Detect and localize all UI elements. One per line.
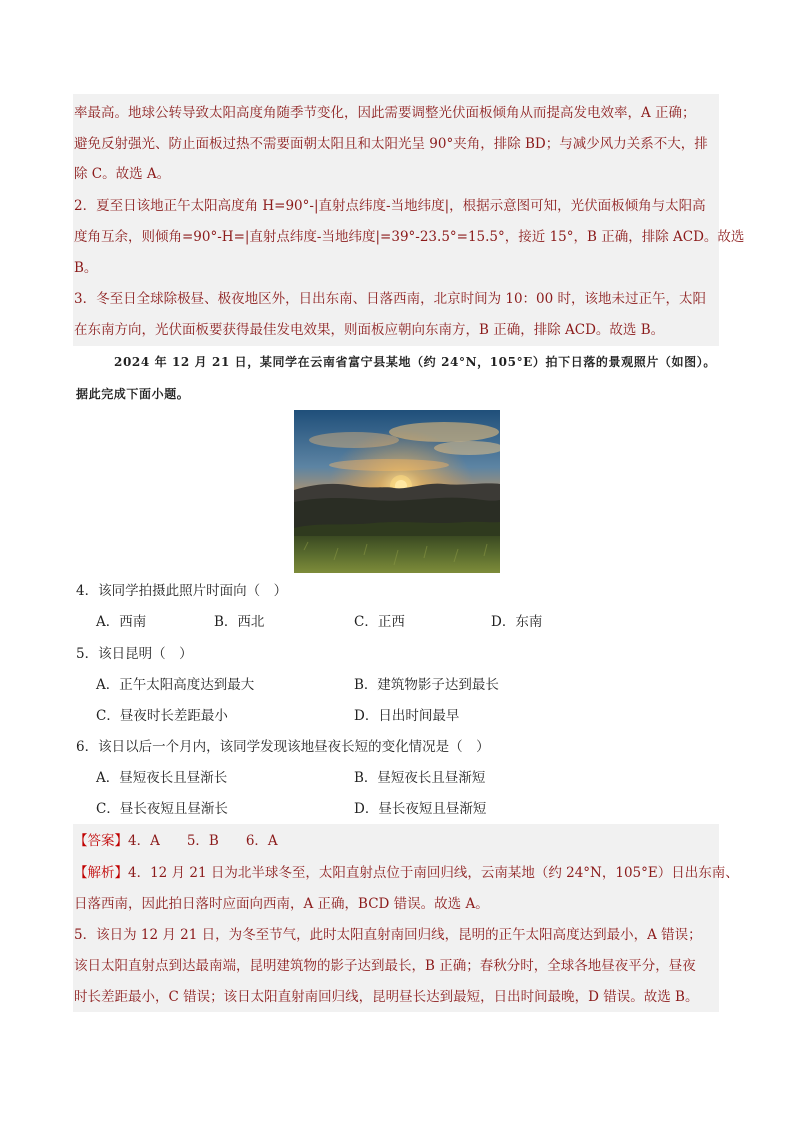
explanation-block-top	[73, 94, 745, 346]
question-5-option-d[interactable]: D．日出时间最早	[354, 708, 460, 724]
question-5-option-b[interactable]: B．建筑物影子达到最长	[354, 677, 499, 693]
question-6-stem: 6．该日以后一个月内，该同学发现该地昼夜长短的变化情况是（ ）	[76, 739, 490, 755]
question-4-option-c[interactable]: C．正西	[354, 614, 405, 630]
question-6-option-c[interactable]: C．昼长夜短且昼渐长	[96, 801, 228, 817]
analysis-line: 该日太阳直射点到达最南端，昆明建筑物的影子达到最长，B 正确；春秋分时，全球各地昼夜平分，昼夜	[74, 958, 696, 974]
answer-label: 【答案】	[74, 833, 128, 849]
question-6-option-a[interactable]: A．昼短夜长且昼渐长	[96, 770, 228, 786]
explanation-line: 3．冬至日全球除极昼、极夜地区外，日出东南、日落西南，北京时间为 10：00 时，该地未过正午，太阳	[74, 291, 707, 307]
explanation-line: 率最高。地球公转导致太阳高度角随季节变化，因此需要调整光伏面板倾角从而提高发电效率，A 正确；	[74, 105, 696, 121]
question-5-stem: 5．该日昆明（ ）	[76, 646, 193, 662]
explanation-line: 避免反射强光、防止面板过热不需要面朝太阳且和太阳光呈 90°夹角，排除 BD；与减少风力关系不大，排	[74, 136, 708, 152]
analysis-line: 日落西南，因此拍日落时应面向西南，A 正确，BCD 错误。故选 A。	[74, 896, 489, 912]
explanation-line: 度角互余，则倾角=90°-H=|直射点纬度-当地纬度|=39°-23.5°=15.5°，接近 15°，B 正确，排除 ACD。故选	[74, 229, 745, 245]
analysis-label: 【解析】	[74, 865, 128, 881]
sunset-photo-icon	[294, 410, 500, 573]
answer-text: 4．A 5．B 6．A	[128, 833, 278, 849]
question-4-stem: 4．该同学拍摄此照片时面向（ ）	[76, 583, 288, 599]
explanation-line: 除 C。故选 A。	[74, 166, 171, 182]
question-5-option-a[interactable]: A．正午太阳高度达到最大	[96, 677, 255, 693]
intro-text-line-2: 据此完成下面小题。	[76, 387, 190, 401]
answer-line	[74, 832, 718, 850]
question-6-option-d[interactable]: D．昼长夜短且昼渐短	[354, 801, 487, 817]
sunset-landscape-photo	[294, 410, 500, 573]
analysis-line: 5．该日为 12 月 21 日，为冬至节气，此时太阳直射南回归线，昆明的正午太阳高度达到最小，A 错误；	[74, 927, 702, 943]
answer-block	[73, 824, 719, 1012]
explanation-line: 在东南方向，光伏面板要获得最佳发电效果，则面板应朝向东南方，B 正确，排除 ACD。故选 B。	[74, 322, 665, 338]
question-6-option-b[interactable]: B．昼短夜长且昼渐短	[354, 770, 486, 786]
question-5-option-c[interactable]: C．昼夜时长差距最小	[96, 708, 228, 724]
analysis-text: 4．12 月 21 日为北半球冬至，太阳直射点位于南回归线，云南某地（约 24°N，105°E）日出东南、	[128, 865, 739, 881]
question-4-option-a[interactable]: A．西南	[96, 614, 147, 630]
question-4-option-d[interactable]: D．东南	[491, 614, 543, 630]
intro-text-line-1: 2024 年 12 月 21 日，某同学在云南省富宁县某地（约 24°N，105°E）拍下日落的景观照片（如图）。	[114, 355, 716, 369]
explanation-line: 2．夏至日该地正午太阳高度角 H=90°-|直射点纬度-当地纬度|，根据示意图可知，光伏面板倾角与太阳高	[74, 198, 706, 214]
explanation-line: B。	[74, 260, 98, 276]
analysis-line	[74, 864, 739, 882]
question-4-option-b[interactable]: B．西北	[214, 614, 265, 630]
analysis-line: 时长差距最小，C 错误；该日太阳直射南回归线，昆明昼长达到最短，日出时间最晚，D 错误。故选 B。	[74, 989, 699, 1005]
